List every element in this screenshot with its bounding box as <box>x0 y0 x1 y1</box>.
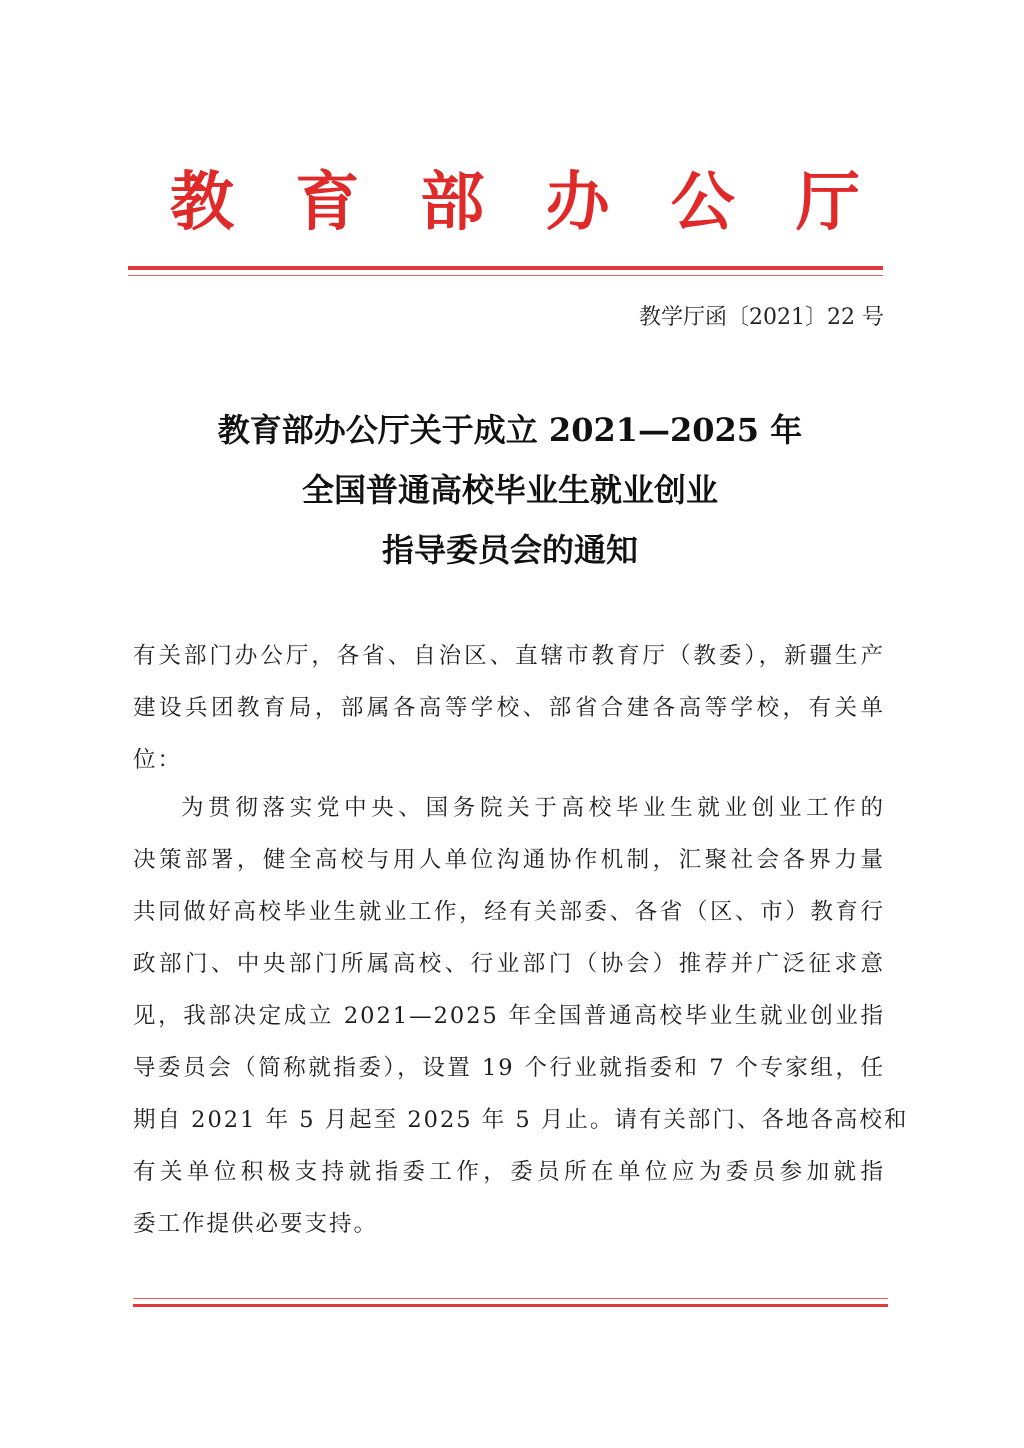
title-line: 教育部办公厅关于成立 2021—2025 年 <box>217 411 803 449</box>
title-line: 全国普通高校毕业生就业创业 <box>301 471 718 509</box>
addressee-block <box>133 630 885 786</box>
addressee-line: 有关部门办公厅，各省、自治区、直辖市教育厅（教委），新疆生产 <box>133 643 885 669</box>
paragraph-line: 共同做好高校毕业生就业工作，经有关部委、各省（区、市）教育行 <box>133 899 885 925</box>
paragraph-line: 期自 2021 年 5 月起至 2025 年 5 月止。请有关部门、各地各高校和 <box>133 1107 909 1133</box>
issuer-char: 公 <box>670 165 735 240</box>
header-rule-thin <box>128 275 883 276</box>
document-title <box>100 400 920 580</box>
issuer-char: 教 <box>170 165 234 240</box>
addressee-line: 建设兵团教育局，部属各高等学校、部省合建各高等学校，有关单 <box>133 695 885 721</box>
document-number: 教学厅函〔2021〕22 号 <box>639 305 884 330</box>
header-rule-thick <box>128 266 883 270</box>
issuer-char: 育 <box>295 165 360 240</box>
footer-rule-thick <box>133 1304 888 1307</box>
footer-rule-thin <box>133 1298 888 1299</box>
issuer-char: 部 <box>420 165 485 240</box>
issuer-char: 办 <box>545 165 610 240</box>
paragraph-line: 见，我部决定成立 2021—2025 年全国普通高校毕业生就业创业指 <box>133 1003 885 1029</box>
paragraph-line: 为贯彻落实党中央、国务院关于高校毕业生就业创业工作的 <box>181 795 885 821</box>
issuer-char: 厅 <box>795 165 860 240</box>
issuer-header <box>130 158 890 248</box>
body-paragraph <box>133 782 909 1250</box>
title-line: 指导委员会的通知 <box>381 531 638 569</box>
paragraph-line: 决策部署，健全高校与用人单位沟通协作机制，汇聚社会各界力量 <box>133 847 885 873</box>
paragraph-line: 有关单位积极支持就指委工作，委员所在单位应为委员参加就指 <box>133 1159 885 1185</box>
paragraph-line: 委工作提供必要支持。 <box>133 1211 379 1237</box>
addressee-line: 位： <box>133 747 183 773</box>
paragraph-line: 政部门、中央部门所属高校、行业部门（协会）推荐并广泛征求意 <box>133 951 885 977</box>
paragraph-line: 导委员会（简称就指委），设置 19 个行业就指委和 7 个专家组，任 <box>133 1055 885 1081</box>
